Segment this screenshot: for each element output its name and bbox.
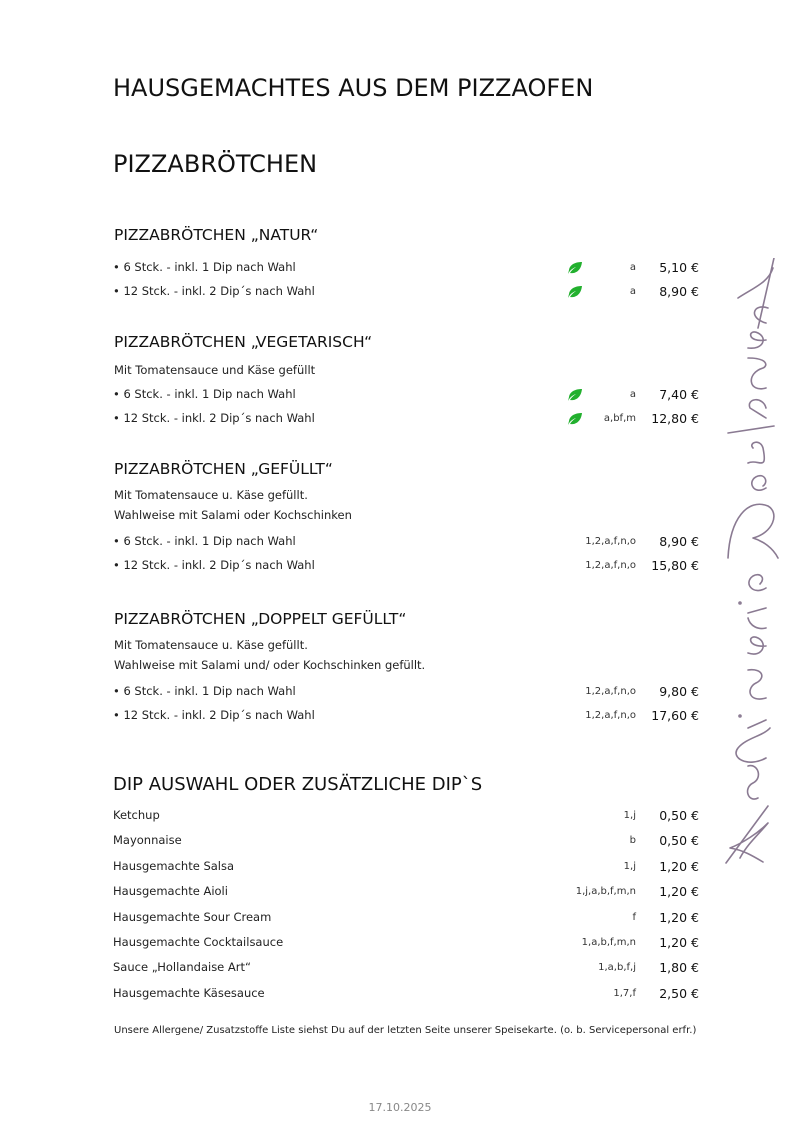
dip-label: Hausgemachte Aioli: [113, 884, 228, 898]
dip-allergens: 1,j: [623, 810, 636, 821]
dip-price: 1,20 €: [659, 910, 699, 925]
dip-allergens: 1,j: [623, 861, 636, 872]
vegetarian-leaf-icon: [566, 261, 584, 275]
dip-price: 2,50 €: [659, 986, 699, 1001]
dip-allergens: 1,a,b,f,m,n: [581, 937, 636, 948]
dip-item: [113, 833, 699, 851]
section-description: Mit Tomatensauce u. Käse gefüllt.: [114, 638, 308, 652]
item-price: 8,90 €: [659, 284, 699, 299]
dip-allergens: 1,7,f: [613, 988, 636, 999]
menu-item: [113, 558, 699, 576]
dip-price: 1,20 €: [659, 935, 699, 950]
item-label: • 12 Stck. - inkl. 2 Dip´s nach Wahl: [113, 284, 315, 298]
menu-item: [113, 534, 699, 552]
section-title-natur: PIZZABRÖTCHEN „NATUR“: [114, 226, 319, 244]
item-label: • 6 Stck. - inkl. 1 Dip nach Wahl: [113, 684, 296, 698]
dip-allergens: 1,j,a,b,f,m,n: [575, 886, 636, 897]
section-description: Wahlweise mit Salami oder Kochschinken: [114, 508, 352, 522]
menu-item: [113, 387, 699, 405]
dip-price: 0,50 €: [659, 808, 699, 823]
dip-label: Hausgemachte Salsa: [113, 859, 235, 873]
item-label: • 12 Stck. - inkl. 2 Dip´s nach Wahl: [113, 411, 315, 425]
dip-item: [113, 986, 699, 1004]
dip-price: 0,50 €: [659, 833, 699, 848]
allergen-footnote: Unsere Allergene/ Zusatzstoffe Liste siehst Du auf der letzten Seite unserer Speisekarte. (o. b. Servicepersonal erfr.): [114, 1025, 697, 1036]
menu-item: [113, 708, 699, 726]
item-allergens: a: [629, 262, 636, 273]
dip-item: [113, 884, 699, 902]
menu-item: [113, 684, 699, 702]
item-allergens: 1,2,a,f,n,o: [585, 710, 636, 721]
vegetarian-leaf-icon: [566, 285, 584, 299]
dip-allergens: f: [632, 912, 636, 923]
dip-allergens: b: [629, 835, 636, 846]
item-allergens: a,bf,m: [603, 413, 636, 424]
vegetarian-leaf-icon: [566, 412, 584, 426]
dip-allergens: 1,a,b,f,j: [598, 962, 636, 973]
item-price: 7,40 €: [659, 387, 699, 402]
item-allergens: 1,2,a,f,n,o: [585, 560, 636, 571]
dip-item: [113, 910, 699, 928]
section-title-dips: DIP AUSWAHL ODER ZUSÄTZLICHE DIP`S: [113, 774, 483, 795]
item-price: 5,10 €: [659, 260, 699, 275]
dip-item: [113, 960, 699, 978]
dip-label: Sauce „Hollandaise Art“: [113, 960, 251, 974]
item-price: 15,80 €: [651, 558, 699, 573]
dip-price: 1,80 €: [659, 960, 699, 975]
dip-price: 1,20 €: [659, 884, 699, 899]
menu-item: [113, 260, 699, 278]
section-description: Wahlweise mit Salami und/ oder Kochschinken gefüllt.: [114, 658, 426, 672]
dip-label: Hausgemachte Käsesauce: [113, 986, 265, 1000]
item-label: • 6 Stck. - inkl. 1 Dip nach Wahl: [113, 534, 296, 548]
dip-item: [113, 808, 699, 826]
item-label: • 6 Stck. - inkl. 1 Dip nach Wahl: [113, 260, 296, 274]
item-label: • 12 Stck. - inkl. 2 Dip´s nach Wahl: [113, 558, 315, 572]
dip-label: Ketchup: [113, 808, 160, 822]
page-subtitle: PIZZABRÖTCHEN: [113, 150, 318, 178]
section-description: Mit Tomatensauce u. Käse gefüllt.: [114, 488, 308, 502]
brand-script-logo: [718, 258, 788, 870]
dip-label: Hausgemachte Cocktailsauce: [113, 935, 284, 949]
item-allergens: 1,2,a,f,n,o: [585, 536, 636, 547]
item-label: • 12 Stck. - inkl. 2 Dip´s nach Wahl: [113, 708, 315, 722]
dip-price: 1,20 €: [659, 859, 699, 874]
dip-label: Hausgemachte Sour Cream: [113, 910, 272, 924]
item-allergens: a: [629, 389, 636, 400]
page-title: HAUSGEMACHTES AUS DEM PIZZAOFEN: [113, 74, 594, 102]
item-allergens: 1,2,a,f,n,o: [585, 686, 636, 697]
item-price: 8,90 €: [659, 534, 699, 549]
item-allergens: a: [629, 286, 636, 297]
section-description: Mit Tomatensauce und Käse gefüllt: [114, 363, 316, 377]
item-label: • 6 Stck. - inkl. 1 Dip nach Wahl: [113, 387, 296, 401]
section-title-doppelt-gefuellt: PIZZABRÖTCHEN „DOPPELT GEFÜLLT“: [114, 610, 407, 628]
vegetarian-leaf-icon: [566, 388, 584, 402]
menu-item: [113, 411, 699, 429]
section-title-vegetarisch: PIZZABRÖTCHEN „VEGETARISCH“: [114, 333, 373, 351]
dip-label: Mayonnaise: [113, 833, 182, 847]
section-title-gefuellt: PIZZABRÖTCHEN „GEFÜLLT“: [114, 460, 333, 478]
dip-item: [113, 935, 699, 953]
item-price: 12,80 €: [651, 411, 699, 426]
item-price: 9,80 €: [659, 684, 699, 699]
print-date: 17.10.2025: [368, 1101, 432, 1114]
dip-item: [113, 859, 699, 877]
menu-item: [113, 284, 699, 302]
item-price: 17,60 €: [651, 708, 699, 723]
